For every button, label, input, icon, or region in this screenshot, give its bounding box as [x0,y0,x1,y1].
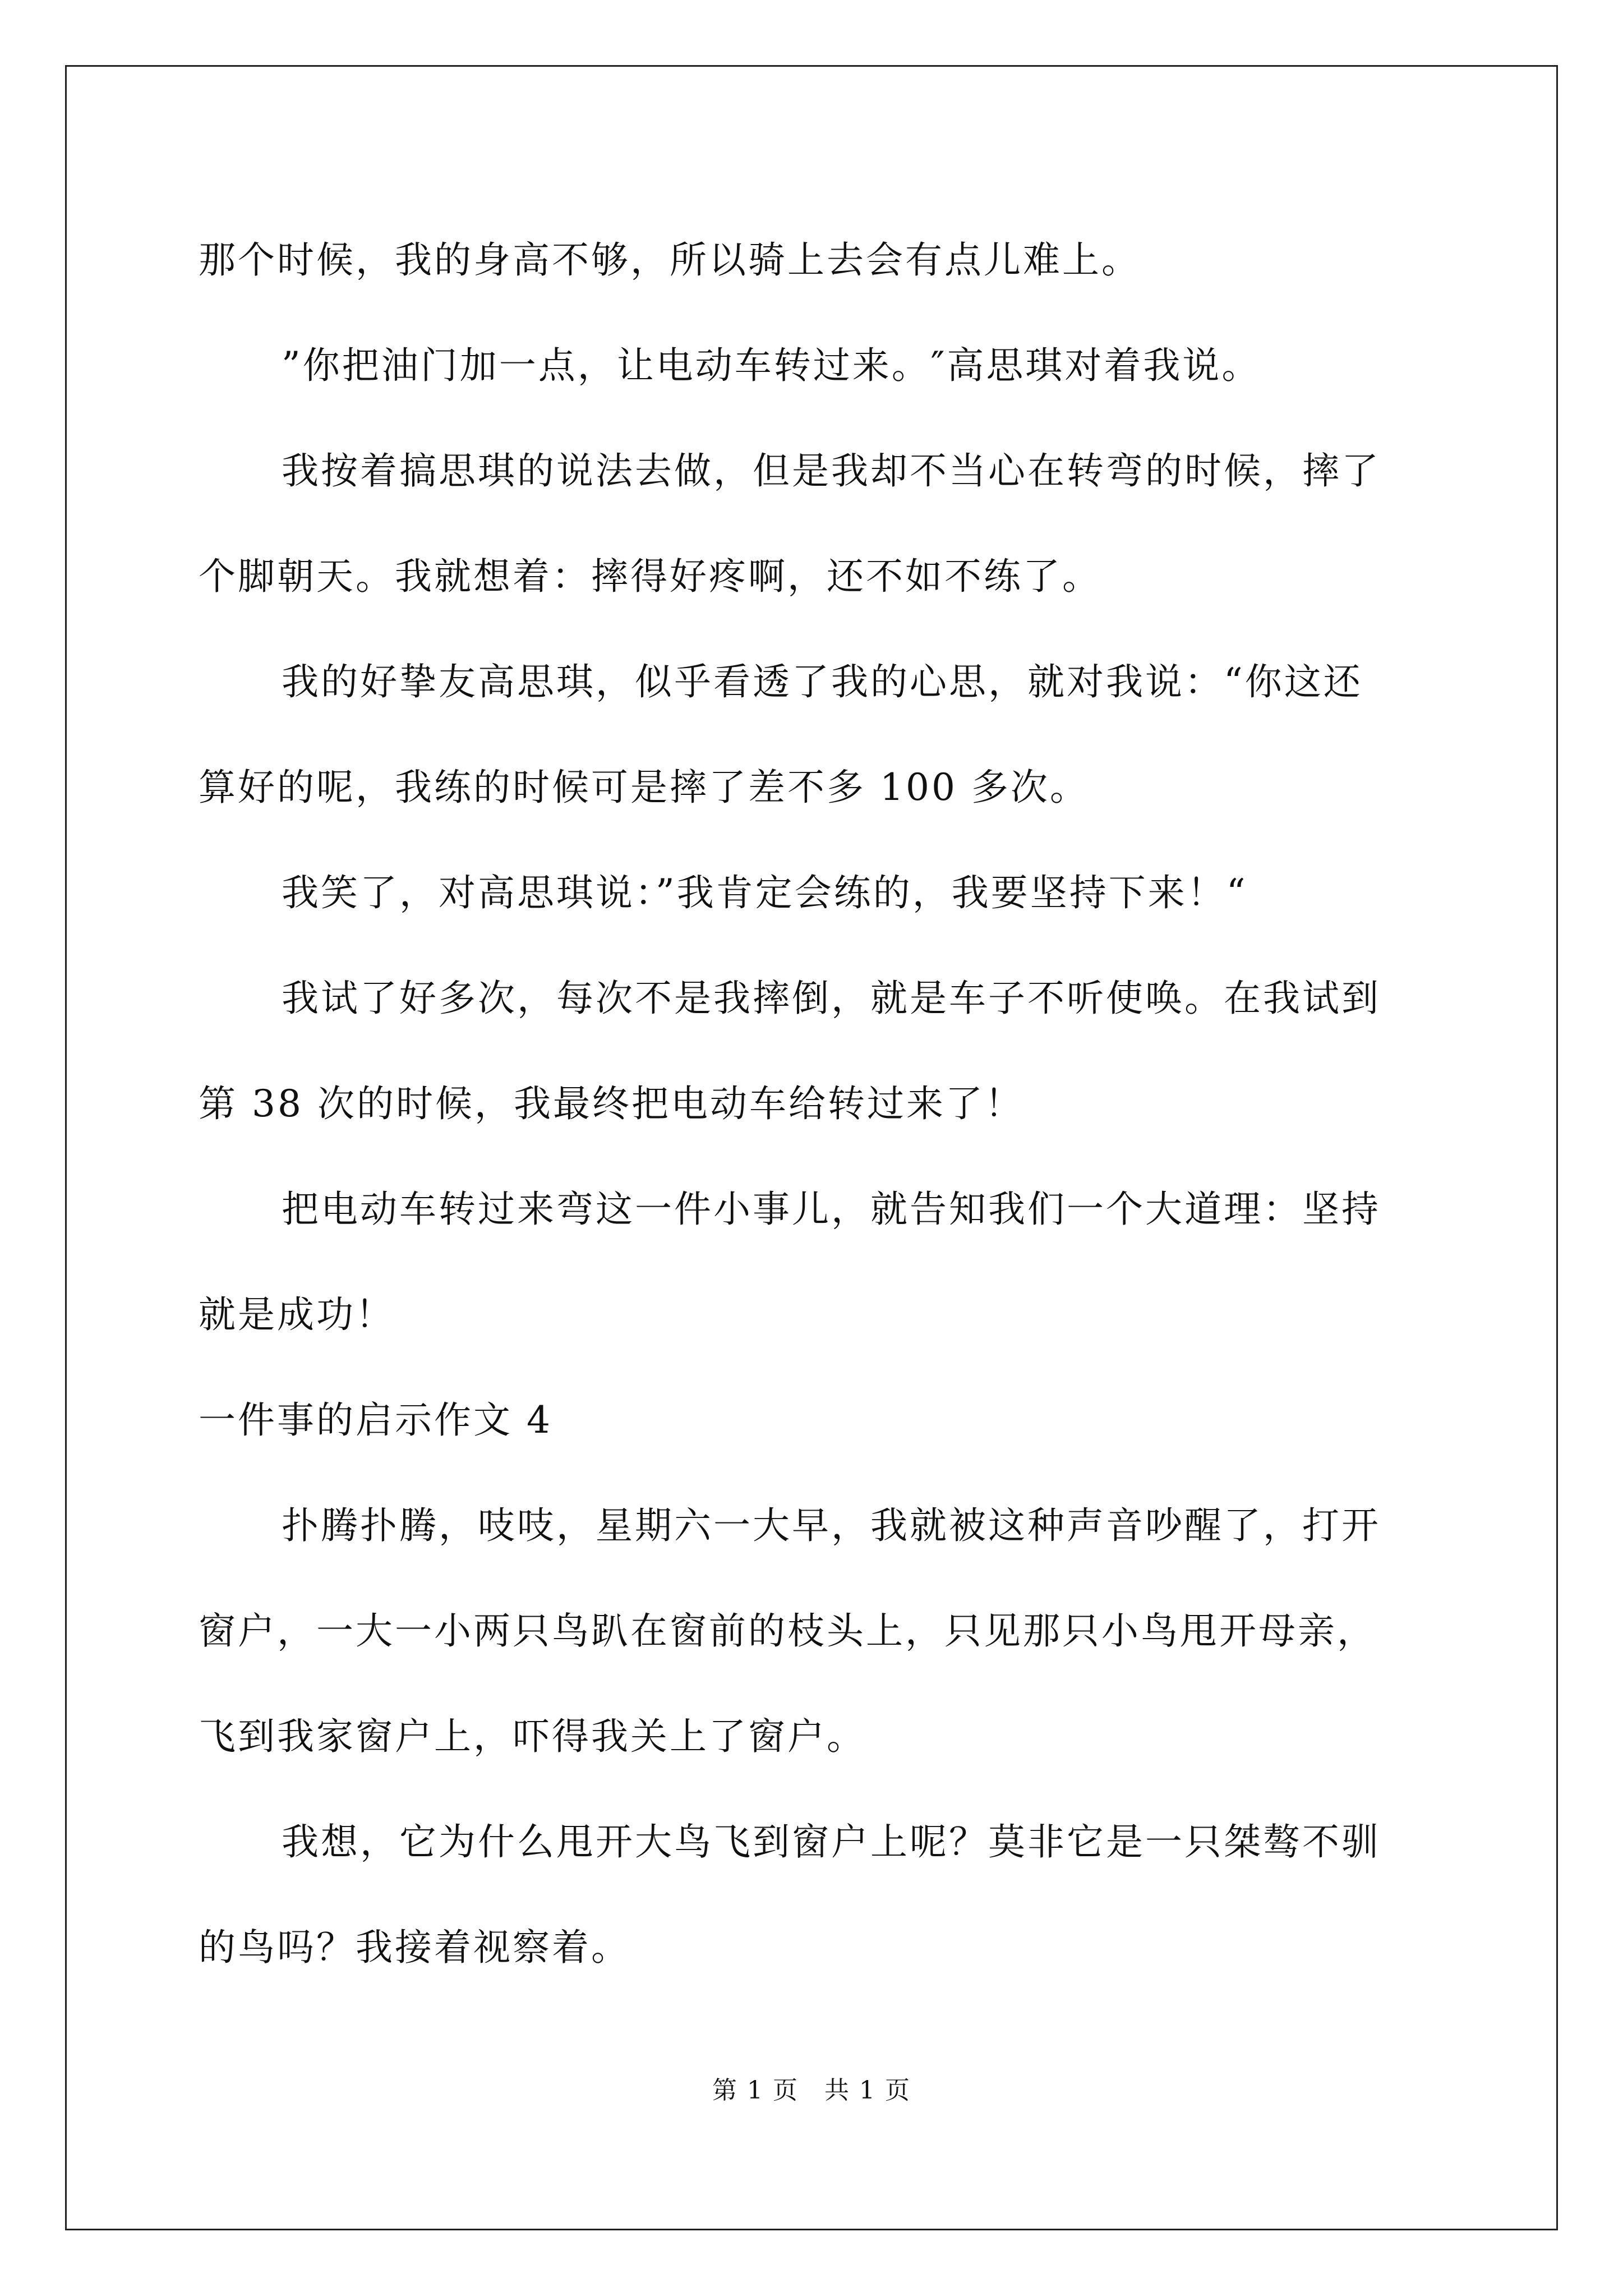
body-line-11: 就是成功！ [199,1293,395,1336]
body-line-14: 飞到我家窗户上，吓得我关上了窗户。 [199,1715,866,1758]
body-line-15: 我想，它为什么甩开大鸟飞到窗户上呢？莫非它是一只桀骜不驯 [282,1820,1381,1864]
body-line-3: 我按着搞思琪的说法去做，但是我却不当心在转弯的时候，摔了 [282,449,1381,493]
body-line-6: 算好的呢，我练的时候可是摔了差不多 100 多次。 [199,766,1089,809]
body-line-12: 扑腾扑腾，吱吱，星期六一大早，我就被这种声音吵醒了，打开 [282,1504,1381,1547]
body-line-9: 第 38 次的时候，我最终把电动车给转过来了！ [199,1082,1024,1125]
document-body [199,208,1432,2000]
body-line-1: 那个时候，我的身高不够，所以骑上去会有点儿难上。 [199,238,1141,282]
body-line-10: 把电动车转过来弯这一件小事儿，就告知我们一个大道理：坚持 [282,1188,1381,1231]
page-footer: 第 1 页 共 1 页 [712,2076,911,2105]
body-line-5: 我的好挚友高思琪，似乎看透了我的心思，就对我说：“你这还 [282,660,1363,703]
body-line-13: 窗户，一大一小两只鸟趴在窗前的枝头上，只见那只小鸟甩开母亲， [199,1609,1376,1653]
body-line-8: 我试了好多次，每次不是我摔倒，就是车子不听使唤。在我试到 [282,977,1381,1020]
body-line-7: 我笑了，对高思琪说：”我肯定会练的，我要坚持下来！“ [282,871,1248,914]
section-heading: 一件事的启示作文 4 [199,1398,552,1442]
body-line-16: 的鸟吗？我接着视察着。 [199,1926,630,1969]
body-line-2: ”你把油门加一点，让电动车转过来。″高思琪对着我说。 [282,344,1261,387]
body-line-4: 个脚朝天。我就想着：摔得好疼啊，还不如不练了。 [199,555,1101,598]
